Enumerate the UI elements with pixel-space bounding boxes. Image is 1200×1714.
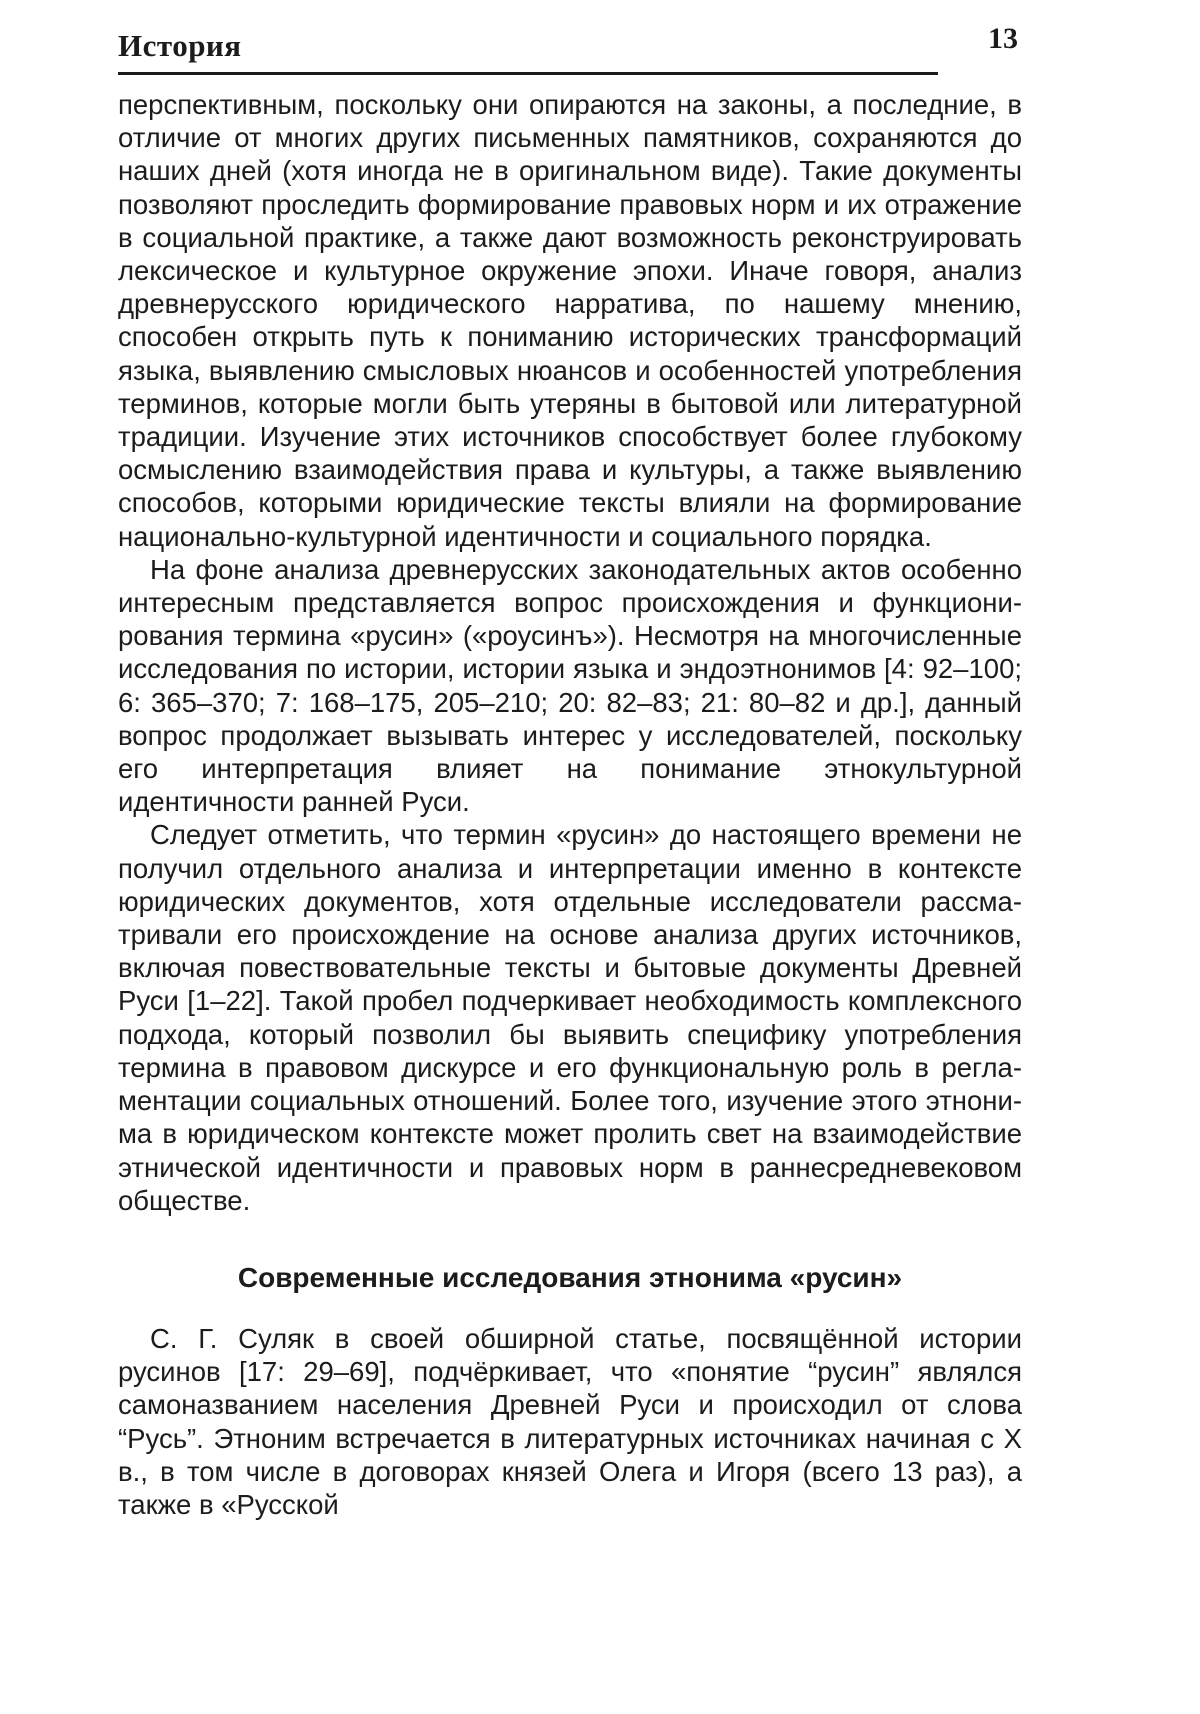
section-heading: Современные исследования этнонима «русин» [237, 1262, 903, 1293]
page-number: 13 [988, 22, 1018, 55]
paragraph-1: перспективным, поскольку они опираются на законы, а последние, в отличие от многих других письменных памятников, сохраняются до наших дней (хотя иногда не в оригинальном виде). Такие документы позволяют проследить формирование правовых норм и их отражение в социальной практике, а также дают возможность реконструировать лексическое и культурное окружение эпохи. Иначе говоря, анализ древнерусского юридического нарратива, по нашему мнению, способен открыть путь к пониманию исторических трансформаций языка, выявлению смысловых нюансов и особенностей употребления терминов, которые могли быть утеряны в бытовой или литературной традиции. Изучение этих источников способствует более глубокому осмыслению взаимодействия права и культуры, а также выявлению способов, которыми юридические тексты влияли на формирование национально-культурной идентичности и социального порядка. [118, 89, 1022, 552]
main-text [118, 88, 1022, 1217]
paragraph-3: Следует отметить, что термин «русин» до настоящего времени не получил отдельного анализа и интерпретации именно в контексте юридических документов, хотя отдельные исследователи рассматривали его происхождение на основе анализа других источников, включая повествовательные тексты и бытовые документы Древней Руси [1–22]. Такой пробел подчеркивает необходимость комплексного подхода, который позволил бы выявить специфику употребления термина в правовом дискурсе и его функциональную роль в регламентации социальных отношений. Более того, изучение этого этнонима в юридическом контексте может пролить свет на взаимодействие этнической идентичности и правовых норм в раннесредневековом обществе. [118, 819, 1022, 1216]
section-text [118, 1322, 1022, 1521]
section-paragraph-1: С. Г. Суляк в своей обширной статье, посвящённой истории русинов [17: 29–69], подчёркивает, что «понятие “русин” являлся самоназванием населения Древней Руси и происходил от слова “Русь”. Этноним встречается в литературных источниках начиная с X в., в том числе в договорах князей Олега и Игоря (всего 13 раз), а также в «Русской [118, 1323, 1022, 1521]
page-header [118, 20, 938, 75]
running-head: История [118, 28, 242, 63]
paragraph-2: На фоне анализа древнерусских законодательных актов особенно интересным представляется вопрос происхождения и функционирования термина «русин» («роусинъ»). Несмотря на многочисленные исследования по истории, истории языка и эндоэтнонимов [4: 92–100; 6: 365–370; 7: 168–175, 205–210; 20: 82–83; 21: 80–82 и др.], данный вопрос продолжает вызывать интерес у исследователей, поскольку его интерпретация влияет на понимание этнокультурной идентичности ранней Руси. [118, 553, 1022, 818]
